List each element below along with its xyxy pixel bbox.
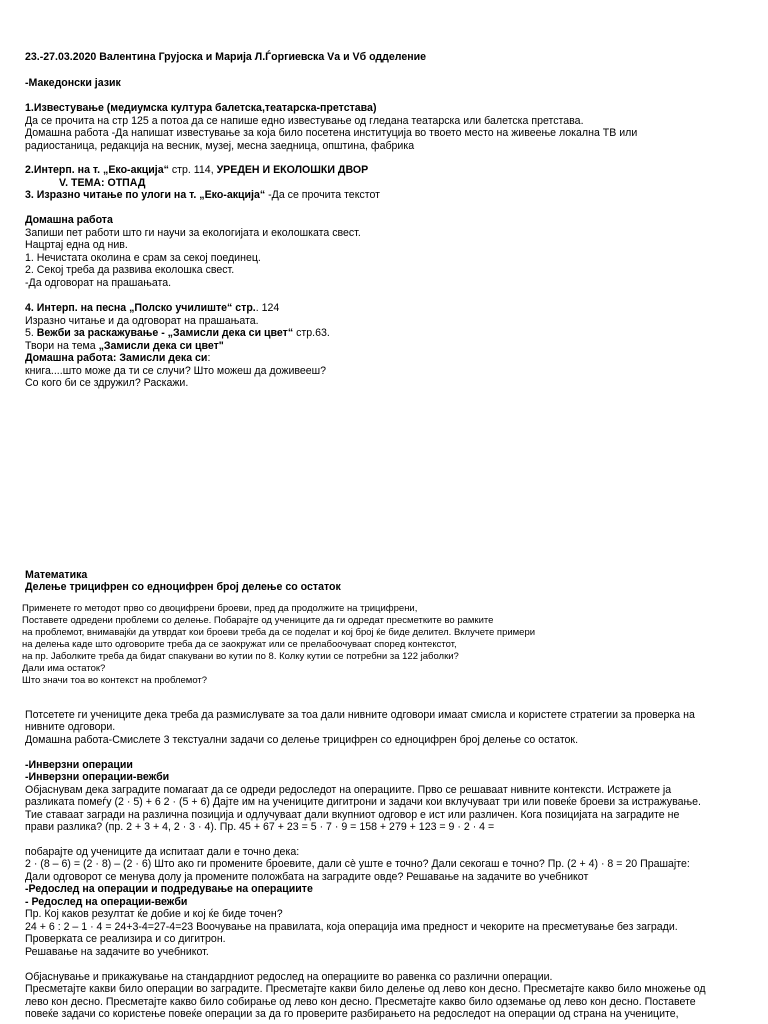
- math-paragraph-line: побарајте од учениците да испитаат дали е точно дека:: [25, 846, 300, 858]
- section-4-line: Изразно читање и да одговорат на прашањата.: [25, 315, 259, 327]
- homework-line: Нацртај една од нив.: [25, 239, 128, 251]
- theme-title: V. ТЕМА: ОТПАД: [59, 177, 146, 189]
- math-method-line: Поставете одредени проблеми со делење. Побарајте од учениците да ги одредат пресметките во рамките: [22, 615, 494, 626]
- homework-line: -Да одговорат на прашањата.: [25, 277, 172, 289]
- order-of-operations-heading: -Редослед на операции и подредување на операциите: [25, 883, 313, 895]
- document-header: 23.-27.03.2020 Валентина Грујоска и Марија Л.Ѓоргиевска Vа и Vб одделение: [25, 51, 427, 63]
- homework-line: 2. Секој треба да развива еколошка свест.: [25, 264, 235, 276]
- math-paragraph-line: Потсетете ги учениците дека треба да размислувате за тоа дали нивните одговори имаат смисла и користете стратегии за проверка на: [25, 709, 695, 721]
- section-5-homework: Домашна работа: Замисли дека си:: [25, 352, 211, 364]
- math-paragraph-line: Решавање на задачите во учебникот.: [25, 946, 209, 958]
- section-5-line: книга....што може да ти се случи? Што можеш да доживееш?: [25, 365, 327, 377]
- section-5-line: Твори на тема „Замисли дека си цвет": [25, 340, 224, 352]
- section-4-title: 4. Интерп. на песна „Полско училиште“ стр.. 124: [25, 302, 280, 314]
- math-method-line: на делења каде што одговорите треба да се заокружат или се прелабоочуваат според контекстот,: [22, 639, 457, 650]
- math-paragraph-line: Пресметајте какви било операции во заградите. Пресметајте какви било делење од лево кон десно. Пресметајте какво било множење од: [25, 983, 706, 995]
- math-paragraph-line: Објаснување и прикажување на стандардниот редослед на операциите во равенка со различни операции.: [25, 971, 553, 983]
- section-2-title: 2.Интерп. на т. „Еко-акција“ стр. 114, УРЕДЕН И ЕКОЛОШКИ ДВОР: [25, 164, 369, 176]
- math-method-line: на пр. Јаболките треба да бидат спакувани во кутии по 8. Колку кутии се потребни за 122 јаболки?: [22, 651, 459, 662]
- order-of-operations-exercises-heading: - Редослед на операции-вежби: [25, 896, 188, 908]
- math-paragraph-line: 24 + 6 : 2 – 1 · 4 = 24+3-4=27-4=23 Воочување на правилата, која операција има предност и чекорите на пресметување без загради.: [25, 921, 678, 933]
- math-title: Делење трицифрен со едноцифрен број делење со остаток: [25, 581, 341, 593]
- math-paragraph-line: Пр. Кој каков резултат ќе добие и кој ќе биде точен?: [25, 908, 283, 920]
- subject-macedonian: -Македонски јазик: [25, 77, 121, 89]
- inverse-operations-exercises-heading: -Инверзни операции-вежби: [25, 771, 170, 783]
- homework-line: 1. Нечистата околина е срам за секој поединец.: [25, 252, 261, 264]
- homework-heading: Домашна работа: [25, 214, 113, 226]
- math-paragraph-line: 2 · (8 – 6) = (2 · 8) – (2 · 6) Што ако ги промените броевите, дали сè уште е точно? Дали секогаш е точно? Пр. (2 + 4) · 8 = 20 Прашајте:: [25, 858, 690, 870]
- subject-math: Математика: [25, 569, 88, 581]
- section-1-line: Да се прочита на стр 125 а потоа да се напише едно известување од гледана театарска или балетска претстава.: [25, 115, 584, 127]
- homework-line: Запиши пет работи што ги научи за екологијата и еколошката свест.: [25, 227, 361, 239]
- section-1-line: Домашна работа -Да напишат известување за која било посетена институција во твоето место на живеење локална ТВ или: [25, 127, 638, 139]
- math-paragraph-line: нивните одговори.: [25, 721, 116, 733]
- math-method-line: Дали има остаток?: [22, 663, 106, 674]
- math-homework-line: Домашна работа-Смислете 3 текстуални задачи со делење трицифрен со едноцифрен број делење со остаток.: [25, 734, 579, 746]
- math-paragraph-line: прави разлика? (пр. 2 + 3 + 4, 2 · 3 · 4). Пр. 45 + 67 + 23 = 5 · 7 · 9 = 158 + 279 + 123 = 9 · 2 · 4 =: [25, 821, 495, 833]
- math-paragraph-line: Тие ставаат загради на различна позиција и одлучуваат дали вкупниот одговор е ист или различен. Кога позицијата на заградите не: [25, 809, 680, 821]
- math-paragraph-line: разликата помеѓу (2 · 5) + 6 2 · (5 + 6) Дајте им на учениците дигитрони и задачи кои вклучуваат три или повеќе броеви за истражување.: [25, 796, 701, 808]
- math-paragraph-line: Проверката се реализира и со дигитрон.: [25, 933, 226, 945]
- math-paragraph-line: лево кон десно. Пресметајте какво било собирање од лево кон десно. Пресметајте какво било одземање од лево кон десно. Поставете: [25, 996, 696, 1008]
- math-method-line: Применете го методот прво со двоцифрени броеви, пред да продолжите на трицифрени,: [22, 603, 418, 614]
- section-5-line: Со кого би се здружил? Раскажи.: [25, 377, 189, 389]
- section-5-title: 5. Вежби за раскажување - „Замисли дека си цвет“ стр.63.: [25, 327, 330, 339]
- math-paragraph-line: Дали одговорот се менува долу ја промените положбата на заградите овде? Решавање на задачите во учебникот: [25, 871, 589, 883]
- math-paragraph-line: повеќе задачи со користење повеќе операции за да го проверите разбирањето на редоследот на операции од страна на учениците,: [25, 1008, 679, 1020]
- section-1-title: 1.Известување (медиумска култура балетска,театарска-претстава): [25, 102, 377, 114]
- math-method-line: на проблемот, внимавајќи да утврдат кои броеви треба да се поделат и кој број ќе биде делител. Вклучете примери: [22, 627, 536, 638]
- math-method-line: Што значи тоа во контекст на проблемот?: [22, 675, 208, 686]
- inverse-operations-heading: -Инверзни операции: [25, 759, 133, 771]
- section-1-line: радиостаница, редакција на весник, музеј, месна заедница, општина, фабрика: [25, 140, 415, 152]
- math-paragraph-line: Објаснувам дека заградите помагаат да се одреди редоследот на операциите. Прво се решаваат нивните контексти. Истражете ја: [25, 784, 672, 796]
- section-3-title: 3. Изразно читање по улоги на т. „Еко-акција“ -Да се прочита текстот: [25, 189, 380, 201]
